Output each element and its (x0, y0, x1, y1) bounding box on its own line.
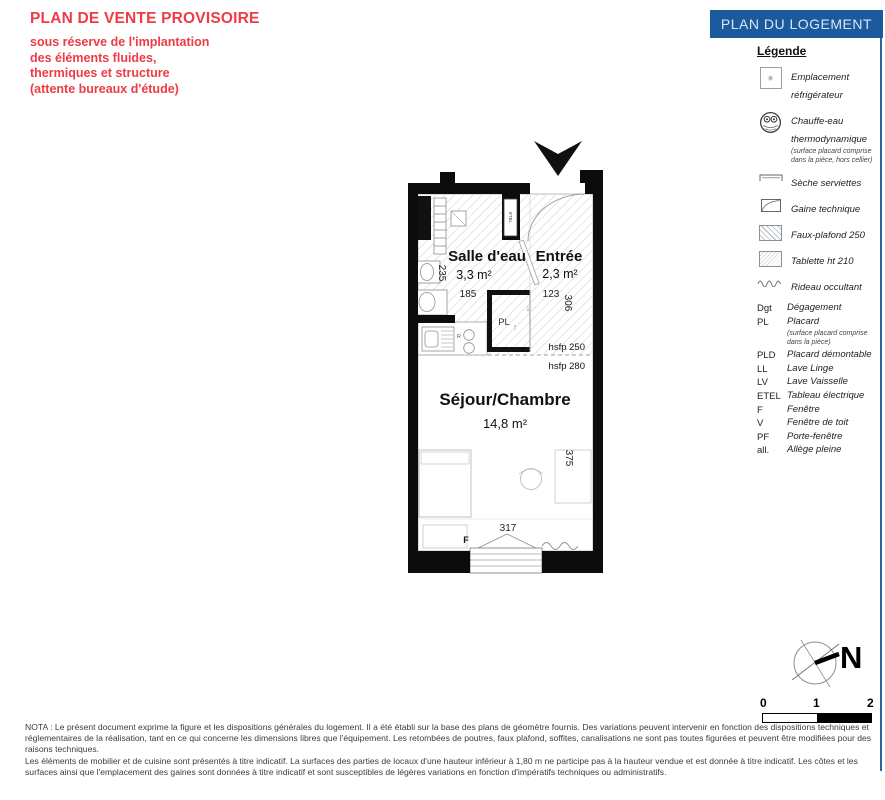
abbr-row (757, 418, 881, 429)
abbr-row (757, 432, 881, 443)
scale-tick: 0 (760, 696, 767, 710)
dim-185: 185 (459, 289, 477, 300)
legend-label: Faux-plafond 250 (791, 230, 865, 241)
shelf-icon (757, 251, 784, 267)
legend-label: Sèche serviettes (791, 178, 862, 189)
notice-line: thermiques et structure (30, 66, 170, 80)
abbr-label: Porte-fenêtre (787, 430, 843, 442)
abbr-key: LL (757, 363, 768, 375)
abbr-label: Placard (787, 315, 820, 327)
etel-label: ETEL (508, 212, 514, 223)
technical-duct-icon (757, 199, 784, 212)
scale-tick: 2 (867, 696, 874, 710)
abbr-key: all. (757, 445, 770, 457)
room-label-entree: Entrée (535, 248, 583, 265)
dim-235: 235 (436, 264, 447, 282)
towel-dryer-icon (757, 173, 784, 182)
window (470, 548, 542, 573)
floor-plan-svg (408, 140, 604, 592)
legend-item-false-ceiling (757, 225, 881, 243)
dim-317: 317 (499, 523, 517, 534)
provisional-notice (30, 10, 310, 97)
hsfp-280-label: hsfp 280 (548, 361, 585, 372)
legend-panel (757, 44, 881, 459)
notice-line: des éléments fluides, (30, 50, 157, 65)
room-area-sejour: 14,8 m² (482, 416, 528, 431)
abbr-label: Tableau électrique (787, 389, 865, 401)
abbr-row (757, 364, 881, 375)
nota-text (25, 722, 882, 778)
chair (521, 469, 542, 490)
abbr-key: Dgt (757, 303, 772, 314)
abbr-label: Allège pleine (787, 444, 842, 456)
plan-header-label: PLAN DU LOGEMENT (720, 16, 873, 32)
legend-note: (surface placard comprise dans la pièce, hors cellier) (791, 148, 873, 164)
floor-plan (408, 140, 604, 592)
abbr-row (757, 350, 881, 361)
north-label: N (840, 640, 863, 675)
abbr-label: Lave Vaisselle (787, 376, 848, 388)
abbr-label: Dégagement (787, 302, 842, 313)
kitchenette (418, 322, 487, 355)
abbr-key: F (757, 404, 763, 416)
dim-375: 375 (563, 449, 574, 467)
nota-paragraph-1: NOTA : Le présent document exprime la figure et les dispositions générales du logement. Il a été établi sur la base des plans de géomètre fournis. Des variations peuvent intervenir en fonction des dispositions techniques et réglementaires de la réalisation, tant en ce qui concerne les dimensions libres que l'équipement. Les retombées de poutres, faux plafond, soffites, canalisations ne sont pas toutes figurées et peuvent être modifiées pour des raisons techniques. (25, 722, 872, 755)
down-arrow-icon: ↓ (525, 303, 531, 313)
room-area-entree: 2,3 m² (542, 267, 578, 281)
legend-label: Chauffe-eau thermodynamique (791, 116, 868, 145)
legend-item-towel-dryer (757, 173, 881, 191)
abbr-key: V (757, 418, 764, 430)
water-heater-icon (757, 111, 784, 134)
legend-item-curtain (757, 277, 881, 295)
abbr-key: PLD (757, 350, 776, 362)
curtain-icon (757, 277, 784, 287)
abbr-label: Placard démontable (787, 349, 872, 361)
legend-item-water-heater (757, 111, 881, 165)
legend-item-shelf (757, 251, 881, 269)
window-f-label: F (463, 535, 469, 545)
legend-heading: Légende (757, 44, 807, 58)
abbr-key: LV (757, 377, 768, 389)
stove-label: R (457, 334, 461, 340)
fridge-icon (757, 67, 784, 89)
legend-label: Rideau occultant (791, 282, 862, 293)
abbr-row (757, 391, 881, 402)
plan-header (710, 10, 883, 38)
abbr-row (757, 445, 881, 456)
nota-paragraph-2: Les éléments de mobilier et de cuisine sont présentés à titre indicatif. La surfaces des parties de locaux d'une hauteur inférieur à 1,80 m ne participe pas à la hauteur vendue et est donnée à titre indicatif. Les côtes et les surfaces ainsi que l'emplacement des gaines sont données à titre indicatif et sont susceptibles de légères variations en fonction d'impératifs techniques ou administratifs. (25, 755, 858, 777)
abbr-row (757, 377, 881, 388)
dim-123: 123 (542, 289, 560, 300)
entrance-arrow-icon (534, 141, 582, 176)
notice-line: (attente bureaux d'étude) (30, 81, 179, 96)
abbr-label: Fenêtre de toit (787, 417, 849, 429)
page-title: PLAN DE VENTE PROVISOIRE (30, 10, 260, 27)
dim-306: 306 (562, 294, 573, 312)
pl-label: PL (498, 317, 510, 328)
stove-burner (464, 343, 475, 354)
legend-label: Tablette ht 210 (791, 256, 854, 267)
bed (419, 450, 471, 517)
legend-label: Emplacement réfrigérateur (791, 72, 850, 101)
abbr-row (757, 405, 881, 416)
abbr-key: PL (757, 316, 769, 328)
hsfp-250-label: hsfp 250 (548, 342, 585, 353)
hatched-ceiling-icon (757, 225, 784, 241)
scale-tick: 1 (813, 696, 820, 710)
room-area-salle-deau: 3,3 m² (456, 268, 492, 282)
legend-label: Gaine technique (791, 204, 861, 215)
up-arrow-icon: ↑ (512, 322, 518, 332)
room-label-sejour: Séjour/Chambre (439, 390, 571, 409)
abbr-row (757, 317, 881, 328)
stove-burner (464, 330, 475, 341)
notice-line: sous réserve de l'implantation (30, 35, 210, 49)
low-furniture (423, 525, 467, 548)
abbr-key: ETEL (757, 390, 781, 402)
legend-item-duct (757, 199, 881, 217)
abbr-row (757, 303, 881, 314)
abbr-key: PF (757, 431, 770, 443)
abbr-label: Lave Linge (787, 362, 834, 374)
abbreviation-list (757, 303, 881, 456)
room-label-salle-deau: Salle d'eau (448, 248, 526, 265)
electrical-panel (504, 199, 517, 236)
abbr-note: (surface placard comprise dans la pièce) (787, 330, 868, 346)
legend-item-fridge (757, 67, 881, 103)
abbr-label: Fenêtre (787, 403, 820, 415)
shower-duct (418, 196, 431, 240)
